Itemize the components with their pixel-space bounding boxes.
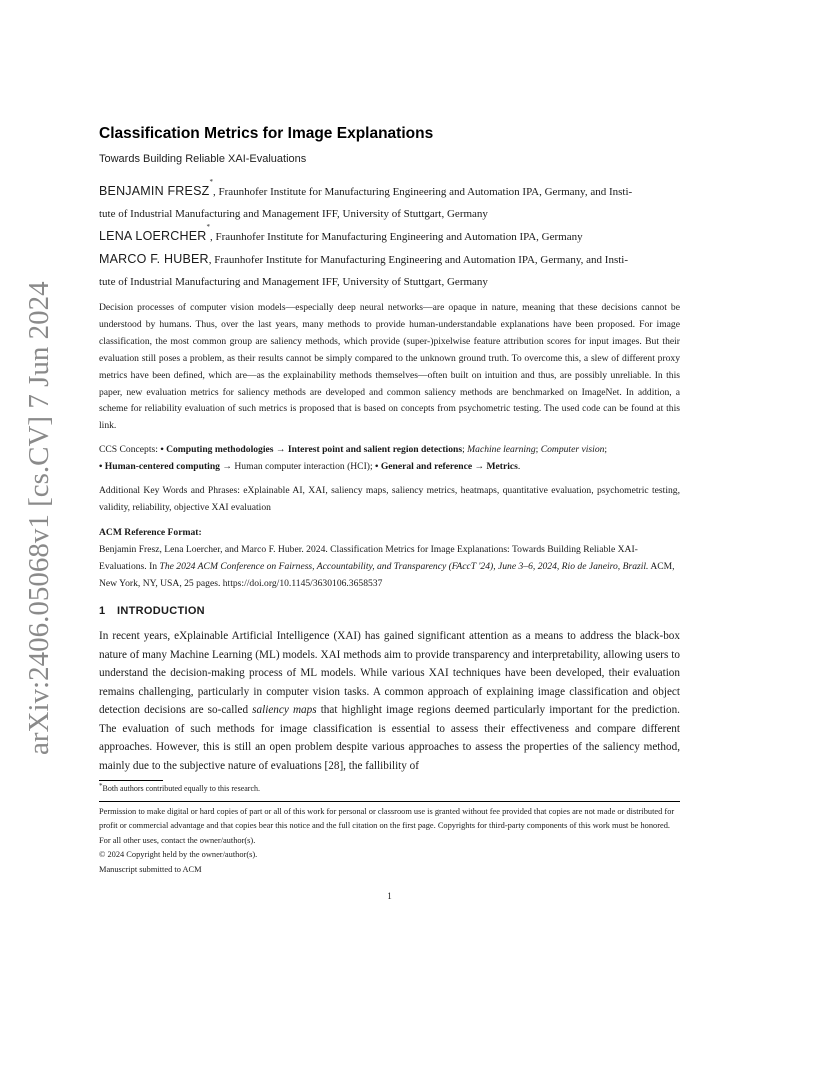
author-affiliation-continued: tute of Industrial Manufacturing and Management IFF, University of Stuttgart, Germany xyxy=(99,208,488,220)
section-title: INTRODUCTION xyxy=(117,605,205,617)
ccs-separator: ; xyxy=(535,444,541,455)
copyright-line: © 2024 Copyright held by the owner/author(s). xyxy=(99,850,258,860)
footnote-text: Both authors contributed equally to this research. xyxy=(102,784,261,793)
footnote xyxy=(99,784,260,793)
intro-text: In recent years, eXplainable Artificial Intelligence (XAI) has gained significant attention as a means to address the black-box nature of many Machine Learning (ML) models. XAI methods aim to provide transparency and interpretability, allowing users to understand the decision-making process of ML models. While various XAI techniques have been developed, their evaluation remains challenging, particularly in computer vision tasks. A common approach of explaining image classification and object detection decisions are so-called xyxy=(99,630,680,716)
ccs-concept: Computing methodologies → Interest point and salient region detections xyxy=(166,444,463,455)
intro-text: that highlight image regions deemed particularly important for the prediction. The evaluation of such methods for image classification is essential to assess their effectiveness and compare different approaches. However, this is still an open problem despite various approaches to assess the properties of the saliency method, mainly due to the subjective nature of evaluations [28], the fallibility of xyxy=(99,704,680,772)
section-number: 1 xyxy=(99,605,106,617)
ccs-separator: . xyxy=(517,461,521,472)
ccs-concept-italic: Computer vision xyxy=(540,444,605,455)
equal-contribution-mark: * xyxy=(206,223,210,231)
author-block xyxy=(99,180,680,293)
equal-contribution-mark: * xyxy=(209,178,213,186)
paper-subtitle: Towards Building Reliable XAI-Evaluations xyxy=(99,153,307,165)
ccs-concept: General and reference → Metrics xyxy=(380,461,518,472)
abstract: Decision processes of computer vision models—especially deep neural networks—are opaque in nature, meaning that these decisions cannot be understood by humans. Thus, over the last years, many methods to provide human-understandable explanations have been proposed. For image classification, the most common group are saliency methods, which provide (super-)pixelwise feature attribution scores for input images. But their evaluation still poses a problem, as their results cannot be simply compared to the unknown ground truth. To overcome this, a slew of different proxy metrics have been defined, which are—as the explainability methods themselves—often built on intuition and thus, are possibly unreliable. In this paper, new evaluation metrics for saliency methods are developed and common saliency methods are benchmarked on ImageNet. In addition, a scheme for reliability evaluation of such metrics is proposed that is based on concepts from psychometric testing. The used code can be found at this link. xyxy=(99,302,680,432)
keywords: Additional Key Words and Phrases: eXplainable AI, XAI, saliency maps, saliency metrics, heatmaps, quantitative evaluation, psychometric testing, validity, reliability, objective XAI evaluation xyxy=(99,485,680,513)
ccs-label: CCS Concepts: xyxy=(99,444,161,455)
author-name: MARCO F. HUBER xyxy=(99,252,209,266)
permission-text: Permission to make digital or hard copies of part or all of this work for personal or classroom use is granted without fee provided that copies are not made or distributed for profit or commercial advantage and that copies bear this notice and the full citation on the first page. Copyrights for third-party components of this work must be honored. For all other uses, contact the owner/author(s). xyxy=(99,807,675,845)
acm-reference-format xyxy=(99,524,680,592)
section-heading xyxy=(99,605,205,617)
acm-reference-text: Benjamin Fresz, Lena Loercher, and Marco F. Huber. 2024. Classification Metrics for Image Explanations: Towards Building Reliable XAI-Evaluations. In xyxy=(99,544,638,572)
author-line xyxy=(99,248,680,271)
permission-rule xyxy=(99,801,680,802)
ccs-bullet: • xyxy=(160,444,167,455)
author-affiliation: , Fraunhofer Institute for Manufacturing Engineering and Automation IPA, Germany xyxy=(210,231,583,243)
ccs-bullet: • xyxy=(375,461,381,472)
ccs-bullet: • xyxy=(99,461,105,472)
footnote-mark: * xyxy=(99,782,103,790)
intro-emphasis: saliency maps xyxy=(252,704,317,716)
page-number: 1 xyxy=(387,891,392,901)
paper-title: Classification Metrics for Image Explanations xyxy=(99,125,434,142)
ccs-separator: ; xyxy=(604,444,608,455)
author-affiliation: , Fraunhofer Institute for Manufacturing Engineering and Automation IPA, Germany, and Insti- xyxy=(212,186,633,198)
ccs-concepts xyxy=(99,441,680,475)
ccs-separator: ; xyxy=(462,444,468,455)
author-line xyxy=(99,225,680,248)
manuscript-line: Manuscript submitted to ACM xyxy=(99,864,202,874)
author-line xyxy=(99,180,680,203)
author-affiliation-continued: tute of Industrial Manufacturing and Management IFF, University of Stuttgart, Germany xyxy=(99,276,488,288)
ccs-concept-rest: → Human computer interaction (HCI); xyxy=(219,461,376,472)
introduction-paragraph xyxy=(99,627,680,775)
footnote-rule xyxy=(99,780,163,781)
acm-reference-venue: The 2024 ACM Conference on Fairness, Accountability, and Transparency (FAccT '24), June 3–6, 2024, Rio de Janeiro, Brazil. xyxy=(159,561,649,572)
acm-reference-text: ACM, New York, NY, USA, 25 pages. https://doi.org/10.1145/3630106.3658537 xyxy=(99,561,675,589)
acm-reference-heading: ACM Reference Format: xyxy=(99,527,202,538)
ccs-concept-italic: Machine learning xyxy=(467,444,536,455)
permission-notice xyxy=(99,805,680,877)
author-name: BENJAMIN FRESZ xyxy=(99,184,210,198)
ccs-concept: Human-centered computing xyxy=(104,461,220,472)
arxiv-identifier-stamp: arXiv:2406.05068v1 [cs.CV] 7 Jun 2024 xyxy=(23,281,55,755)
author-affiliation: , Fraunhofer Institute for Manufacturing Engineering and Automation IPA, Germany, and Insti- xyxy=(208,254,628,266)
author-name: LENA LOERCHER xyxy=(99,229,207,243)
